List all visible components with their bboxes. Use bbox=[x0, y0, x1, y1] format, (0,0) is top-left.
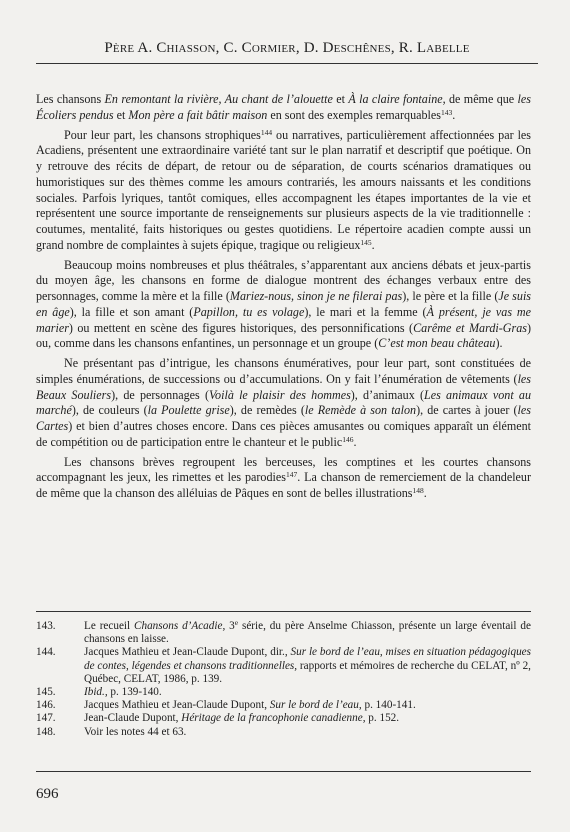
text-run: . bbox=[423, 486, 427, 500]
footnote bbox=[36, 646, 531, 686]
italic-title: Chansons d’Acadie, bbox=[134, 620, 226, 632]
footnote-text bbox=[84, 620, 531, 646]
italic-title: Mon père a fait bâtir maison bbox=[128, 107, 268, 122]
italic-title: En remontant la rivière, Au chant de l’alouette bbox=[104, 92, 333, 106]
paragraph bbox=[36, 128, 531, 254]
footnote bbox=[36, 686, 531, 699]
footnote-number: 148. bbox=[36, 725, 56, 738]
text-run: ), de couleurs ( bbox=[71, 403, 148, 418]
text-run: ), d’animaux ( bbox=[350, 387, 425, 402]
page-number: 696 bbox=[36, 786, 59, 802]
text-run: p. 139-140. bbox=[107, 686, 162, 699]
note-reference: e bbox=[234, 618, 239, 627]
text-run: Pour leur part, les chansons strophiques bbox=[64, 127, 261, 142]
note-reference: 144 bbox=[260, 127, 273, 137]
text-run: 3 bbox=[225, 620, 235, 632]
text-run: ). bbox=[495, 336, 503, 351]
footnote-text bbox=[84, 726, 531, 739]
italic-title: À présent, je vas me marier bbox=[36, 304, 532, 335]
footnote bbox=[36, 620, 531, 646]
text-run: Voir les notes 44 et 63. bbox=[84, 725, 187, 738]
footnote-text bbox=[84, 712, 531, 725]
note-reference: 145 bbox=[360, 237, 372, 247]
italic-title: le Remède à son talon bbox=[304, 403, 417, 418]
text-run: ), de personnages ( bbox=[111, 387, 209, 402]
text-run: ) ou mettent en scène des figures historiques, des personnifications ( bbox=[68, 320, 414, 335]
paragraph bbox=[36, 356, 531, 451]
italic-title: Carême et Mardi-Gras bbox=[413, 320, 527, 335]
italic-title: les Écoliers pendus bbox=[36, 92, 531, 122]
paragraph bbox=[36, 92, 531, 124]
note-reference: 147 bbox=[285, 470, 298, 480]
text-run: . La chanson de remerciement de la chandeleur de même que la chanson des alléluias de Pâques en sont de belles illustrations bbox=[36, 470, 531, 500]
footnote-number: 145. bbox=[36, 686, 56, 699]
text-run: . bbox=[353, 434, 357, 449]
text-run: ou narratives, particulièrement affectionnées par les Acadiens, présentent une extraordinaire variété tant sur le plan narratif et descriptif que poétique. On y retrouve des récits de départ, de retour ou de séparation, de courts scénarios dramatiques ou humoristiques sur des thèmes comme les amours contrariés, les amours naissants et les conditions sociales. Parfois lyriques, tantôt comiques, elles accompagnent les étapes importantes de la vie et représentent une source importante de renseignements sur plusieurs aspects de la vie traditionnelle : coutumes, mentalité, faits historiques ou gestes quotidiens. Le répertoire acadien compte aussi un grand nombre de complaintes à sujets épique, tragique ou religieux bbox=[36, 127, 532, 252]
footnote-number: 146. bbox=[36, 699, 56, 712]
text-run: ), de cartes à jouer ( bbox=[416, 403, 518, 418]
running-head: Père A. Chiasson, C. Cormier, D. Deschênes, R. Labelle bbox=[36, 40, 538, 64]
text-run: de même que bbox=[445, 92, 518, 106]
italic-title: Héritage de la francophonie canadienne, bbox=[181, 712, 366, 725]
italic-title: la Poulette grise bbox=[147, 403, 230, 418]
text-run: rapports et mémoires de recherche du CELAT, nº 2, Québec, CELAT, 1986, p. 139. bbox=[84, 659, 531, 685]
italic-title: les Cartes bbox=[36, 403, 531, 433]
italic-title: les Beaux Souliers bbox=[36, 371, 531, 402]
text-run: ) et bien d’autres choses encore. Dans ces pièces amusantes ou comiques apparaît un élément de compétition ou de participation entre le chanteur et le public bbox=[36, 419, 531, 449]
text-run: Beaucoup moins nombreuses et plus théâtrales, s’apparentant aux anciens débats et jeux-partis du moyen âge, les chansons en forme de dialogue montrent des échanges verbaux entre des personnages, comme la mère et la fille ( bbox=[36, 257, 531, 303]
italic-title: Papillon, tu es volage bbox=[193, 304, 305, 319]
italic-title: Mariez-nous, sinon je ne filerai pas bbox=[229, 289, 403, 303]
footnote bbox=[36, 712, 531, 725]
footnote-separator bbox=[36, 611, 531, 612]
text-run: Jacques Mathieu et Jean-Claude Dupont, bbox=[84, 699, 270, 712]
text-run: p. 152. bbox=[365, 712, 400, 725]
text-run: en sont des exemples remarquables bbox=[267, 107, 441, 122]
footnote-text bbox=[84, 686, 531, 699]
footnotes bbox=[36, 620, 531, 739]
italic-title: Les animaux vont au marché bbox=[36, 387, 532, 418]
footnote-number: 147. bbox=[36, 712, 56, 725]
text-run: série, du père Anselme Chiasson, présente un large éventail de chansons en laisse. bbox=[84, 620, 531, 646]
text-run: et bbox=[332, 92, 349, 106]
text-run: Le recueil bbox=[84, 620, 135, 632]
text-run: . bbox=[371, 237, 375, 252]
footnote-text bbox=[84, 646, 531, 686]
text-run: Ne présentant pas d’intrigue, les chansons énumératives, pour leur part, sont constituées de simples énumérations, de successions ou d’accumulations. On y fait l’énumération de vêtements ( bbox=[36, 356, 531, 386]
note-reference: 148 bbox=[412, 486, 424, 495]
footnote bbox=[36, 699, 531, 712]
italic-title: Sur le bord de l’eau, mises en situation pédagogiques de contes, légendes et chansons traditionnelles, bbox=[84, 646, 531, 672]
note-reference: 143 bbox=[440, 107, 453, 117]
text-run: ), le père et la fille ( bbox=[402, 289, 499, 303]
bottom-rule bbox=[36, 771, 531, 772]
italic-title: À la claire fontaine, bbox=[348, 92, 446, 106]
text-run: Jacques Mathieu et Jean-Claude Dupont, dir., bbox=[84, 646, 291, 659]
italic-title: Sur le bord de l’eau, bbox=[269, 699, 362, 712]
footnote-number: 143. bbox=[36, 620, 56, 632]
footnote bbox=[36, 726, 531, 739]
text-run: Jean-Claude Dupont, bbox=[84, 712, 182, 725]
footnote-text bbox=[84, 699, 531, 712]
paragraph bbox=[36, 455, 531, 502]
italic-title: C’est mon beau château bbox=[378, 336, 496, 351]
text-run: ), la fille et son amant ( bbox=[69, 304, 194, 319]
text-run: ), le mari et la femme ( bbox=[304, 304, 427, 319]
text-run: Les chansons bbox=[36, 92, 105, 106]
italic-title: Voilà le plaisir des hommes bbox=[209, 387, 351, 402]
text-run: . bbox=[452, 107, 456, 122]
body-text bbox=[36, 92, 531, 502]
italic-title: Je suis en âge bbox=[36, 289, 532, 319]
italic-title: Ibid., bbox=[84, 686, 108, 699]
note-reference: 146 bbox=[342, 434, 354, 444]
text-run: p. 140-141. bbox=[361, 699, 416, 712]
text-run: ) ou, comme dans les chansons enfantines, un personnage et un groupe ( bbox=[36, 320, 531, 351]
paragraph bbox=[36, 258, 531, 353]
footnote-number: 144. bbox=[36, 646, 56, 659]
text-run: Les chansons brèves regroupent les berceuses, les comptines et les courtes chansons accompagnant les jeux, les rimettes et les parodies bbox=[36, 454, 531, 485]
text-run: et bbox=[113, 107, 129, 122]
text-run: ), de remèdes ( bbox=[229, 403, 305, 418]
